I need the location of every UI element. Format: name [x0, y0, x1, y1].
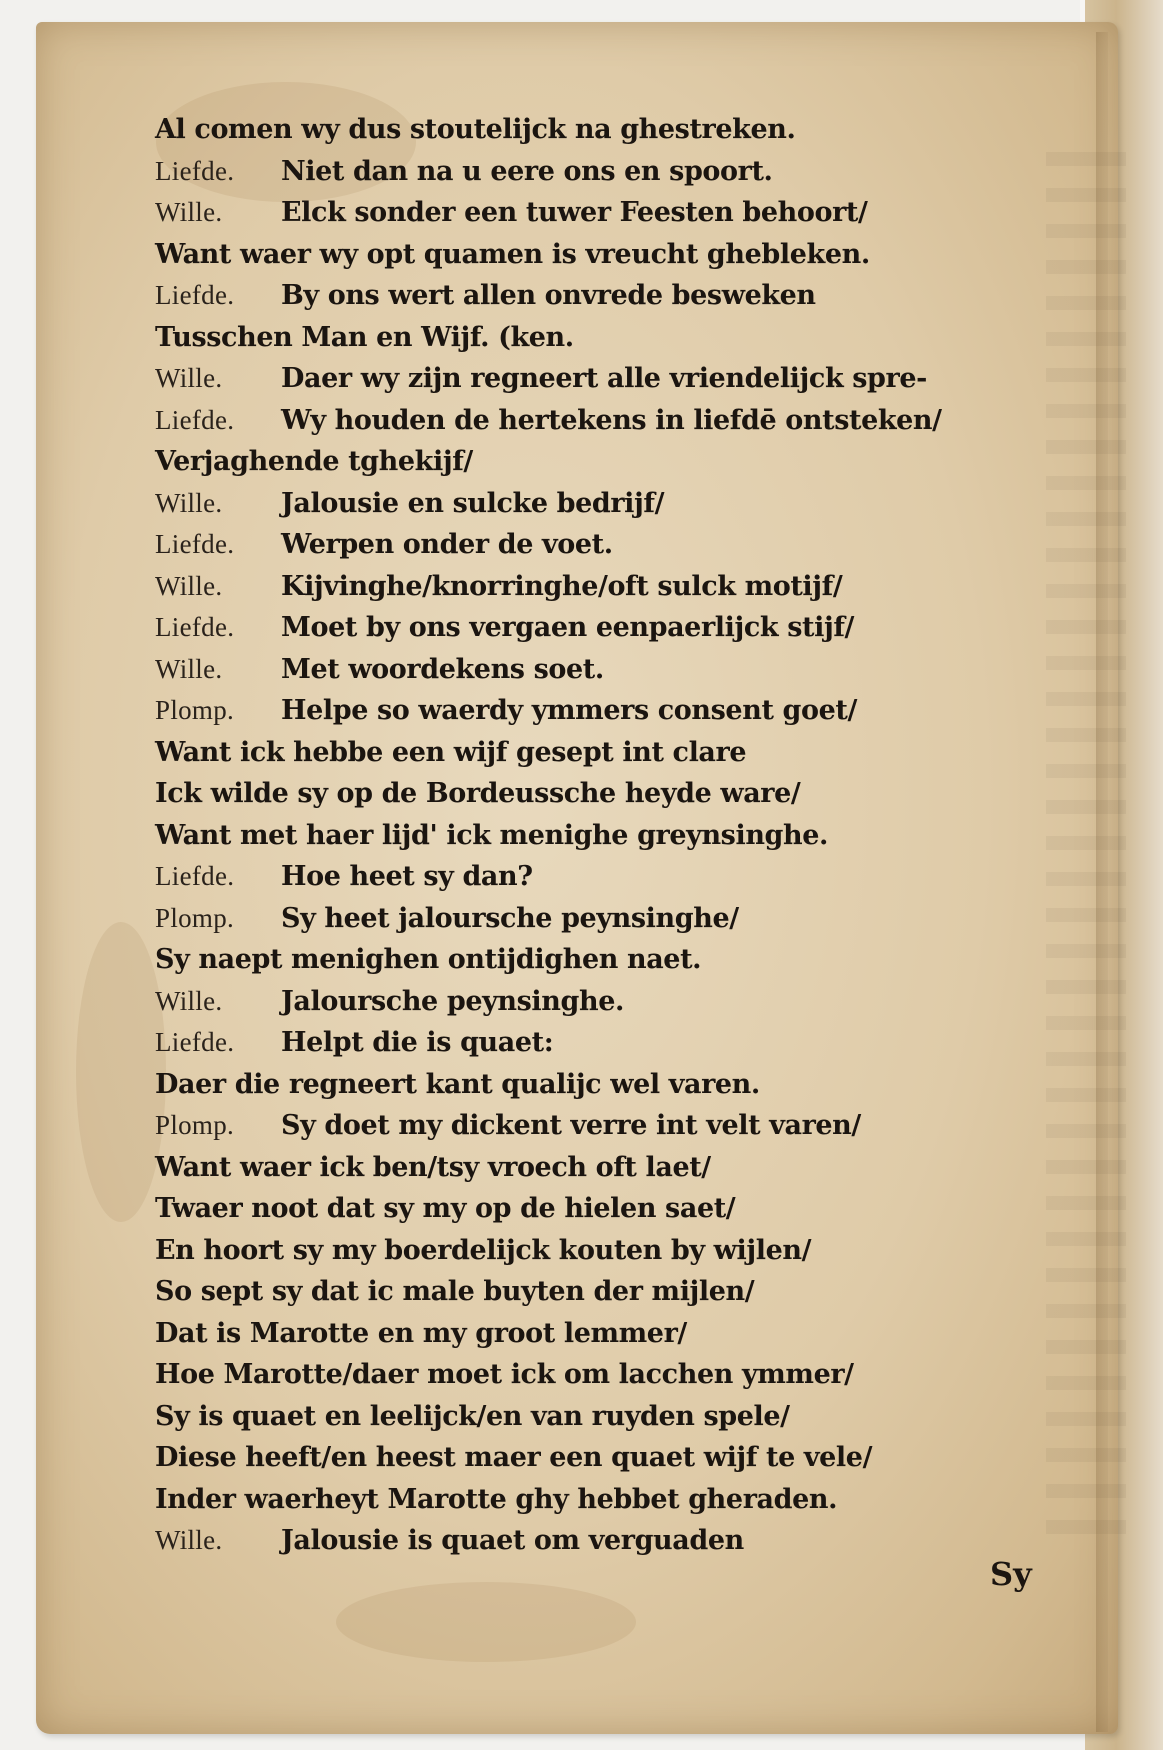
verse-text-line: Inder waerheyt Marotte ghy hebbet gheraden.: [155, 1483, 838, 1515]
speaker-name: Wille.: [155, 985, 223, 1016]
text-line: [155, 1231, 811, 1267]
text-line: [155, 1065, 760, 1101]
verse-text-line: Al comen wy dus stoutelijck na ghestreken.: [155, 114, 796, 145]
text-line: [155, 525, 613, 561]
verse-text-line: Jaloursche peynsinghe.: [281, 985, 624, 1017]
text-line: [155, 857, 533, 893]
verse-text-line: Want ick hebbe een wijf gesept int clare: [155, 736, 747, 768]
text-line: [155, 1023, 553, 1059]
speaker-name: Liefde.: [155, 155, 235, 186]
text-line: [155, 484, 664, 520]
speaker-name: Wille.: [155, 653, 223, 684]
paper-stain: [76, 922, 166, 1222]
verse-text-line: Want waer wy opt quamen is vreucht ghebleken.: [155, 238, 870, 270]
text-line: [155, 899, 739, 935]
text-line: [155, 1355, 854, 1391]
verse-text-line: Niet dan na u eere ons en spoort.: [281, 155, 773, 187]
verse-text-line: Met woordekens soet.: [281, 653, 604, 685]
speaker-name: Liefde.: [155, 612, 235, 642]
speaker-name: Liefde.: [155, 1027, 235, 1057]
verse-text-line: Ick wilde sy op de Bordeussche heyde ware/: [155, 778, 801, 809]
text-line: [155, 1148, 711, 1184]
verse-text-line: Tusschen Man en Wijf. (ken.: [155, 321, 574, 353]
speaker-name: Liefde.: [155, 404, 235, 435]
speaker-name: Wille.: [155, 487, 223, 518]
speaker-name: Plomp.: [155, 1110, 235, 1140]
text-line: [155, 110, 795, 146]
text-line: [155, 1521, 744, 1557]
text-line: [155, 1106, 861, 1142]
verse-text-line: So sept sy dat ic male buyten der mijlen/: [155, 1276, 755, 1307]
verse-text-line: Hoe heet sy dan?: [281, 861, 533, 892]
text-line: [155, 982, 624, 1018]
text-line: [155, 1189, 735, 1225]
text-line: [155, 608, 854, 644]
verse-text-line: Twaer noot dat sy my op de hielen saet/: [155, 1193, 736, 1224]
text-line: [155, 567, 842, 603]
verse-text-line: Moet by ons vergaen eenpaerlijck stijf/: [281, 612, 854, 643]
text-line: [155, 442, 473, 478]
catchword: Sy: [990, 1555, 1032, 1593]
text-line: [155, 650, 604, 686]
text-line: [155, 276, 816, 312]
verse-text-line: Kijvinghe/knorringhe/oft sulck motijf/: [281, 570, 843, 602]
speaker-name: Wille.: [155, 570, 223, 601]
speaker-name: Liefde.: [155, 861, 235, 891]
verse-text-line: Want waer ick ben/tsy vroech oft laet/: [155, 1151, 711, 1183]
text-line: [155, 359, 927, 395]
verse-text-line: En hoort sy my boerdelijck kouten by wijlen/: [155, 1234, 812, 1266]
text-line: [155, 774, 800, 810]
text-line: [155, 1397, 790, 1433]
verse-text-line: Wy houden de hertekens in liefdē ontsteken/: [281, 404, 942, 436]
text-line: [155, 235, 870, 271]
text-line: [155, 152, 773, 188]
text-line: [155, 318, 574, 354]
verse-text-line: Sy heet jaloursche peynsinghe/: [281, 902, 739, 934]
paper-stain: [336, 1582, 636, 1662]
verse-text-line: Diese heeft/en heest maer een quaet wijf te vele/: [155, 1442, 873, 1473]
text-line: [155, 816, 828, 852]
text-line: [155, 1480, 837, 1516]
verse-text-line: Helpt die is quaet:: [281, 1027, 554, 1058]
verse-text-line: Sy doet my dickent verre int velt varen/: [281, 1110, 861, 1141]
verse-text-line: Elck sonder een tuwer Feesten behoort/: [281, 197, 868, 228]
text-line: [155, 940, 701, 976]
verse-text-line: Werpen onder de voet.: [281, 529, 613, 560]
speaker-name: Wille.: [155, 363, 223, 393]
verse-text-line: Daer wy zijn regneert alle vriendelijck spre-: [281, 363, 927, 394]
verse-text-line: Helpe so waerdy ymmers consent goet/: [281, 695, 857, 726]
verse-text-line: Daer die regneert kant qualijc wel varen.: [155, 1068, 760, 1100]
speaker-name: Wille.: [155, 1525, 223, 1555]
text-line: [155, 1314, 687, 1350]
text-line: [155, 1272, 754, 1308]
text-line: [155, 193, 867, 229]
speaker-name: Liefde.: [155, 280, 235, 310]
page-gutter: [1096, 32, 1108, 1732]
verse-text-line: Verjaghende tghekijf/: [155, 446, 473, 477]
speaker-name: Plomp.: [155, 902, 235, 933]
text-line: [155, 401, 942, 437]
verse-text-line: By ons wert allen onvrede besweken: [281, 280, 816, 311]
text-line: [155, 691, 857, 727]
speaker-name: Liefde.: [155, 529, 235, 559]
verse-text-line: Dat is Marotte en my groot lemmer/: [155, 1317, 687, 1349]
verse-text-line: Hoe Marotte/daer moet ick om lacchen ymmer/: [155, 1359, 854, 1390]
verse-text-line: Jalousie en sulcke bedrijf/: [281, 487, 665, 519]
text-line: [155, 733, 746, 769]
verse-text-line: Want met haer lijd' ick menighe greynsinghe.: [155, 819, 829, 851]
verse-text-line: Sy is quaet en leelijck/en van ruyden spele/: [155, 1400, 790, 1432]
verse-text: [155, 110, 1065, 1590]
verse-text-line: Jalousie is quaet om verguaden: [281, 1525, 744, 1556]
speaker-name: Plomp.: [155, 695, 235, 725]
verse-text-line: Sy naept menighen ontijdighen naet.: [155, 944, 702, 975]
text-line: [155, 1438, 872, 1474]
speaker-name: Wille.: [155, 197, 223, 227]
